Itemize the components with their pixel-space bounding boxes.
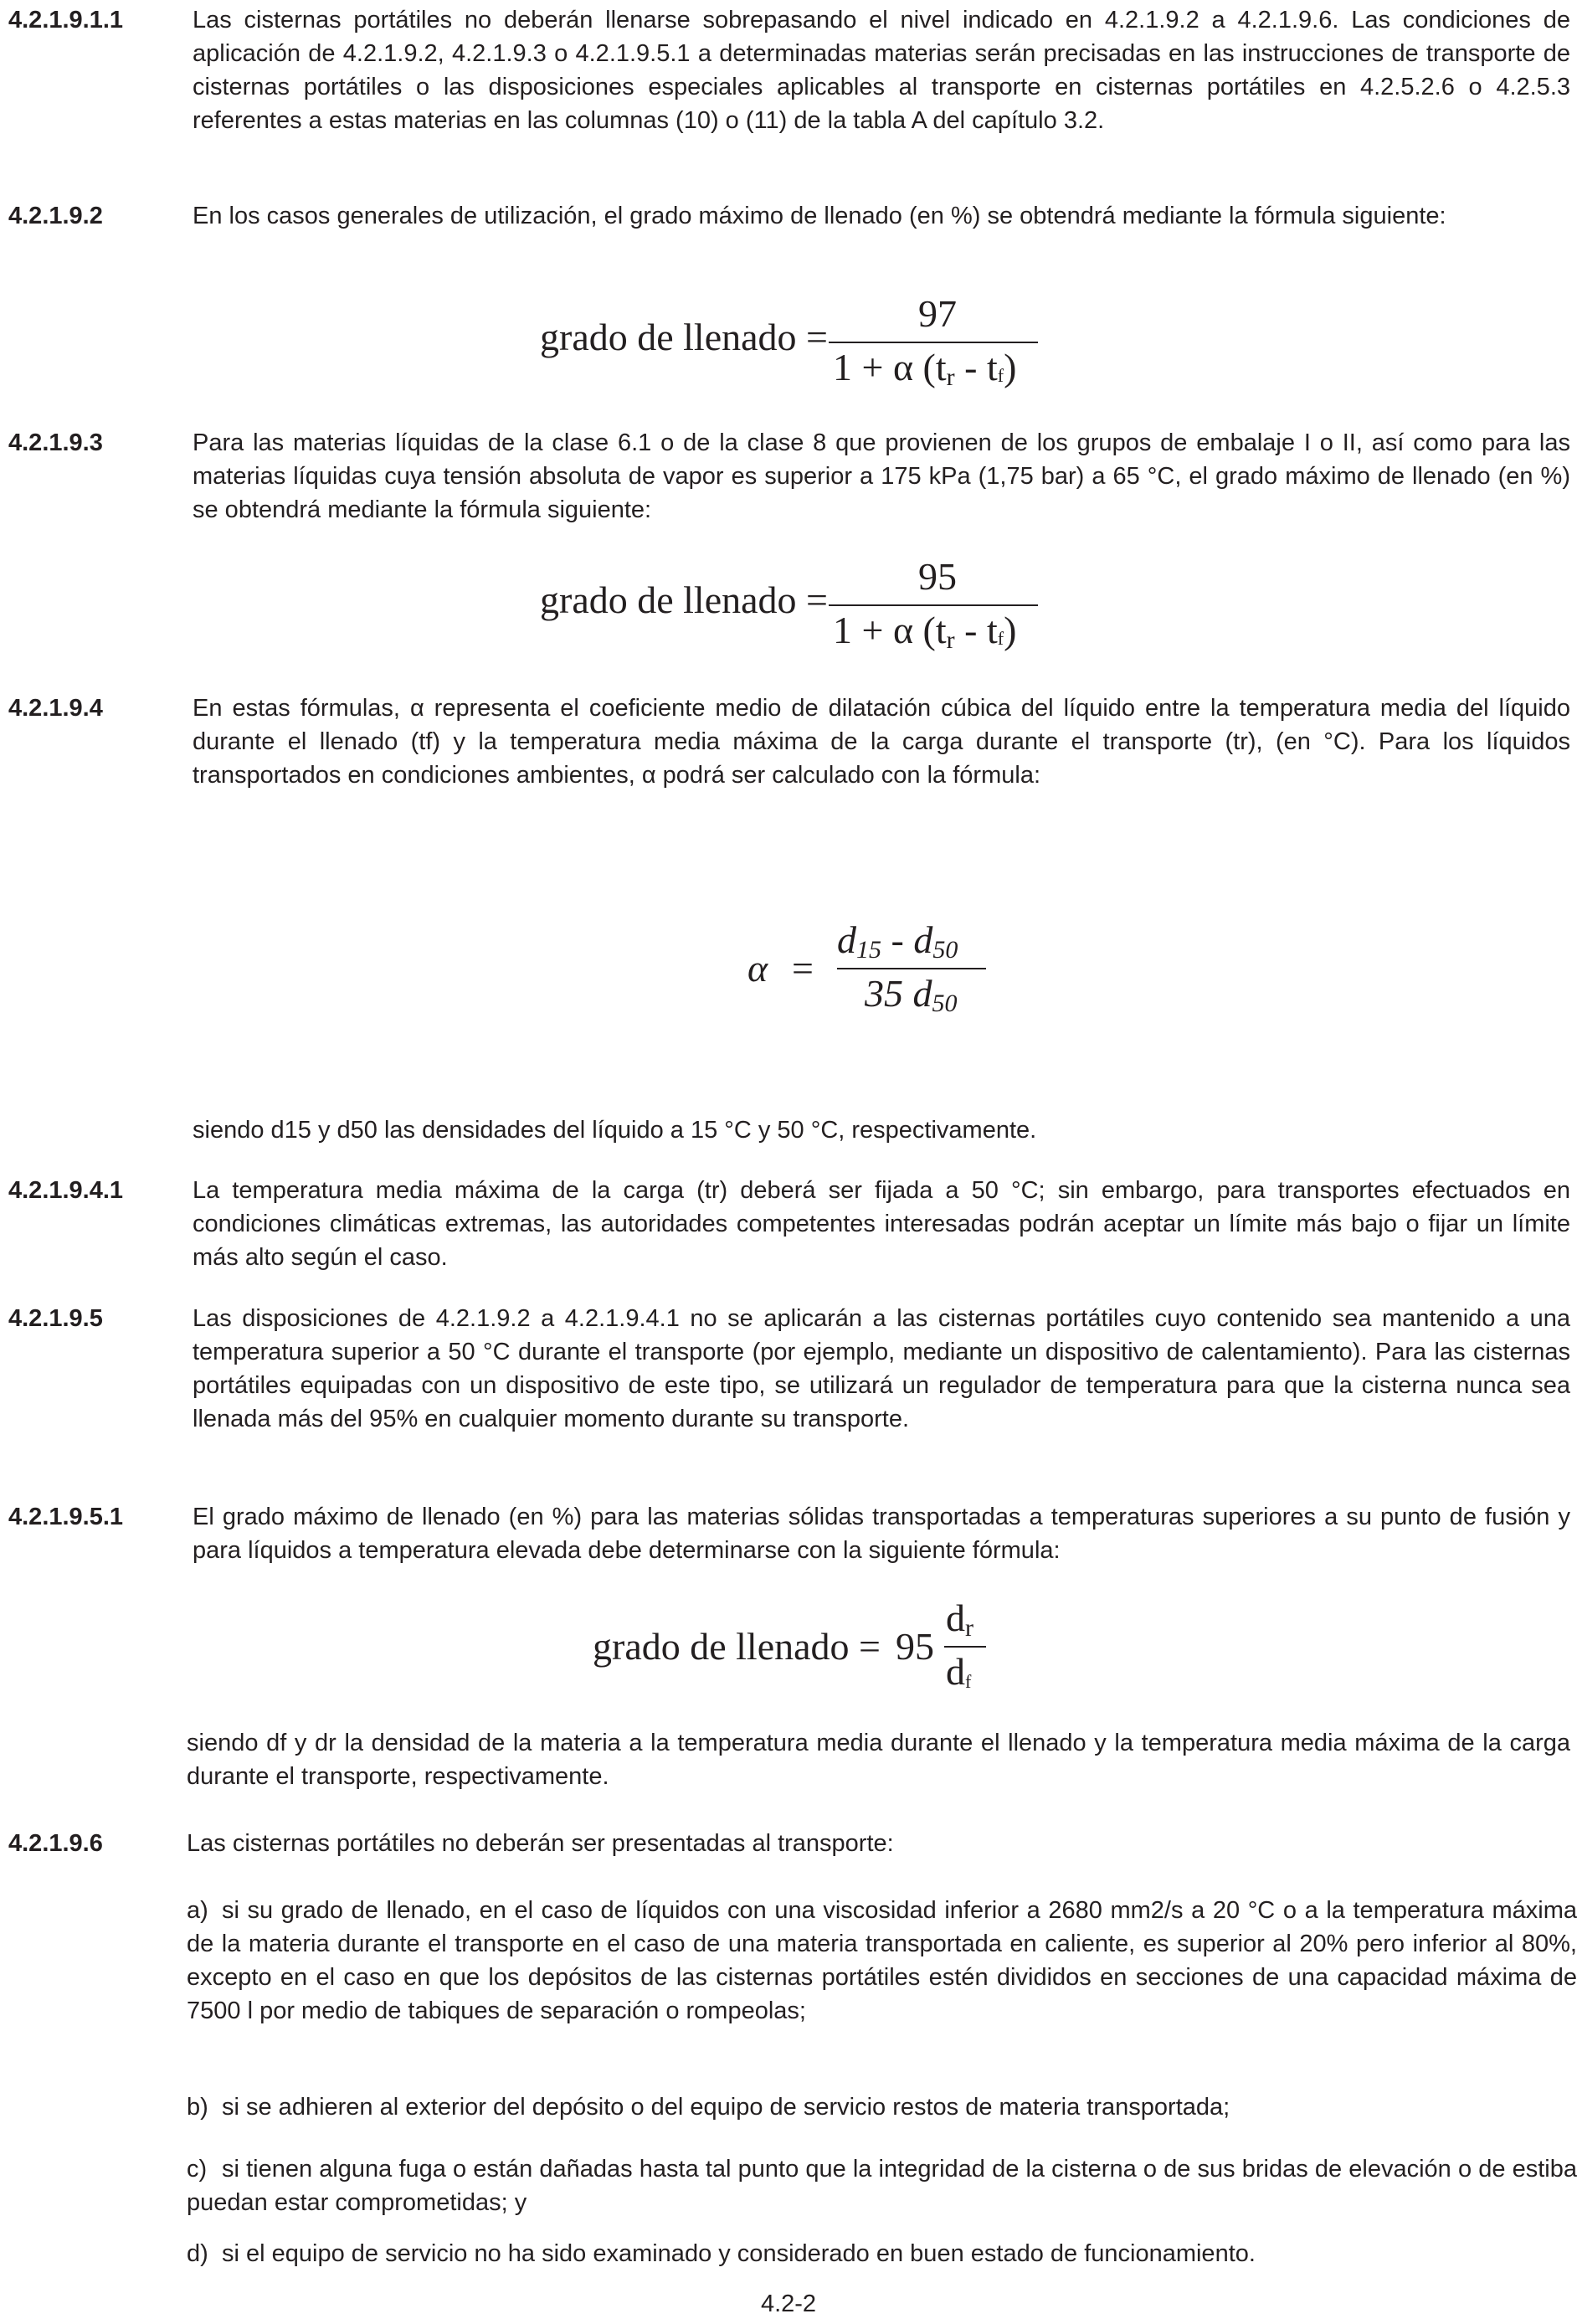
section-number: 4.2.1.9.4 (8, 695, 103, 722)
formula-label: grado de llenado = (540, 316, 828, 358)
list-item-c (187, 2152, 1577, 2219)
formula-numerator: 97 (918, 292, 957, 335)
item-label: b) (187, 2094, 208, 2121)
formula-denominator: 1 + α $(t_r - tf)$ (833, 609, 1017, 654)
section-number: 4.2.1.9.6 (8, 1830, 103, 1857)
section-number: 4.2.1.9.4.1 (8, 1177, 124, 1204)
section-number: 4.2.1.9.2 (8, 203, 103, 229)
section-text: Las disposiciones de 4.2.1.9.2 a 4.2.1.9.4.1 no se aplicarán a las cisternas portátiles cuyo contenido sea mantenido a una temperatura superior a 50 °C durante el transporte (por ejemplo, mediante un dispositivo de calentamiento). Para las cisternas portátiles equipadas con un dispositivo de este tipo, se utilizará un regulador de temperatura para que la cisterna nunca sea llenada más del 95% en cualquier momento durante su transporte. (193, 1305, 1570, 1432)
formula-label: grado de llenado = (593, 1625, 881, 1668)
item-text: si se adhieren al exterior del depósito o del equipo de servicio restos de materia transportada; (222, 2094, 1230, 2121)
note-text: siendo df y dr la densidad de la materia a la temperatura media durante el llenado y la temperatura media máxima de la carga durante el transporte, respectivamente. (187, 1730, 1570, 1790)
section-text: La temperatura media máxima de la carga (tr) deberá ser fijada a 50 °C; sin embargo, para transportes efectuados en condiciones climáticas extremas, las autoridades competentes interesadas podrán aceptar un límite más bajo o fijar un límite más alto según el caso. (193, 1177, 1570, 1271)
item-text: si el equipo de servicio no ha sido examinado y considerado en buen estado de funcionamiento. (222, 2240, 1256, 2267)
formula-label: grado de llenado = (540, 578, 828, 621)
formula-coefficient: 95 (896, 1625, 934, 1668)
alpha-symbol: α (747, 947, 768, 990)
section-number: 4.2.1.9.5 (8, 1305, 103, 1332)
fraction-bar (829, 604, 1038, 606)
section-number: 4.2.1.9.5.1 (8, 1504, 124, 1530)
list-item-d (187, 2237, 1577, 2270)
item-text: si su grado de llenado, en el caso de líquidos con una viscosidad inferior a 2680 mm2/s a 20 °C o a la temperatura máxima de la materia durante el transporte en el caso de una materia transportada en caliente, es superior al 20% pero inferior al 80%, excepto en el caso en que los depósitos de las cisternas portátiles estén divididos en secciones de una capacidad máxima de 7500 l por medio de tabiques de separación o rompeolas; (187, 1897, 1577, 2024)
section-text: En los casos generales de utilización, el grado máximo de llenado (en %) se obtendrá mediante la fórmula siguiente: (193, 203, 1446, 229)
equals-sign: = (792, 947, 814, 990)
item-label: c) (187, 2156, 208, 2183)
section-text: Las cisternas portátiles no deberán ser presentadas al transporte: (187, 1830, 894, 1857)
alpha-denominator: 35 $d_{50}$ (865, 972, 958, 1017)
formula-denominator: df (946, 1650, 972, 1693)
fraction-bar (829, 342, 1038, 343)
formula-numerator: 95 (918, 555, 957, 598)
item-label: d) (187, 2240, 208, 2267)
fraction-bar (944, 1646, 986, 1648)
item-label: a) (187, 1897, 208, 1924)
section-number: 4.2.1.9.1.1 (8, 7, 124, 33)
note-text: siendo d15 y d50 las densidades del líquido a 15 °C y 50 °C, respectivamente. (193, 1117, 1037, 1144)
list-item-b (187, 2090, 1577, 2124)
section-text: El grado máximo de llenado (en %) para las materias sólidas transportadas a temperaturas superiores a su punto de fusión y para líquidos a temperatura elevada debe determinarse con la siguiente fórmula: (193, 1504, 1570, 1564)
section-text: Las cisternas portátiles no deberán llenarse sobrepasando el nivel indicado en 4.2.1.9.2 a 4.2.1.9.6. Las condiciones de aplicación de 4.2.1.9.2, 4.2.1.9.3 o 4.2.1.9.5.1 a determinadas materias serán precisadas en las instrucciones de transporte de cisternas portátiles o las disposiciones especiales aplicables al transporte en cisternas portátiles en 4.2.5.2.6 o 4.2.5.3 referentes a estas materias en las columnas (10) o (11) de la tabla A del capítulo 3.2. (193, 7, 1570, 134)
list-item-a (187, 1894, 1577, 2028)
formula-denominator: 1 + α $(t_r - tf)$ (833, 346, 1017, 391)
formula-numerator: $d_r$ (946, 1596, 973, 1642)
fraction-bar (837, 968, 986, 969)
section-text: Para las materias líquidas de la clase 6.1 o de la clase 8 que provienen de los grupos de embalaje I o II, así como para las materias líquidas cuya tensión absoluta de vapor es superior a 175 kPa (1,75 bar) a 65 °C, el grado máximo de llenado (en %) se obtendrá mediante la fórmula siguiente: (193, 429, 1570, 523)
alpha-numerator: $d_{15} - d_{50}$ (837, 918, 958, 964)
page-number: 4.2-2 (760, 2291, 817, 2317)
section-number: 4.2.1.9.3 (8, 429, 103, 456)
section-text: En estas fórmulas, α representa el coeficiente medio de dilatación cúbica del líquido entre la temperatura media del líquido durante el llenado (tf) y la temperatura media máxima de la carga durante el transporte (tr), (en °C). Para los líquidos transportados en condiciones ambientes, α podrá ser calculado con la fórmula: (193, 695, 1570, 789)
item-text: si tienen alguna fuga o están dañadas hasta tal punto que la integridad de la cisterna o de sus bridas de elevación o de estiba puedan estar comprometidas; y (187, 2156, 1577, 2216)
